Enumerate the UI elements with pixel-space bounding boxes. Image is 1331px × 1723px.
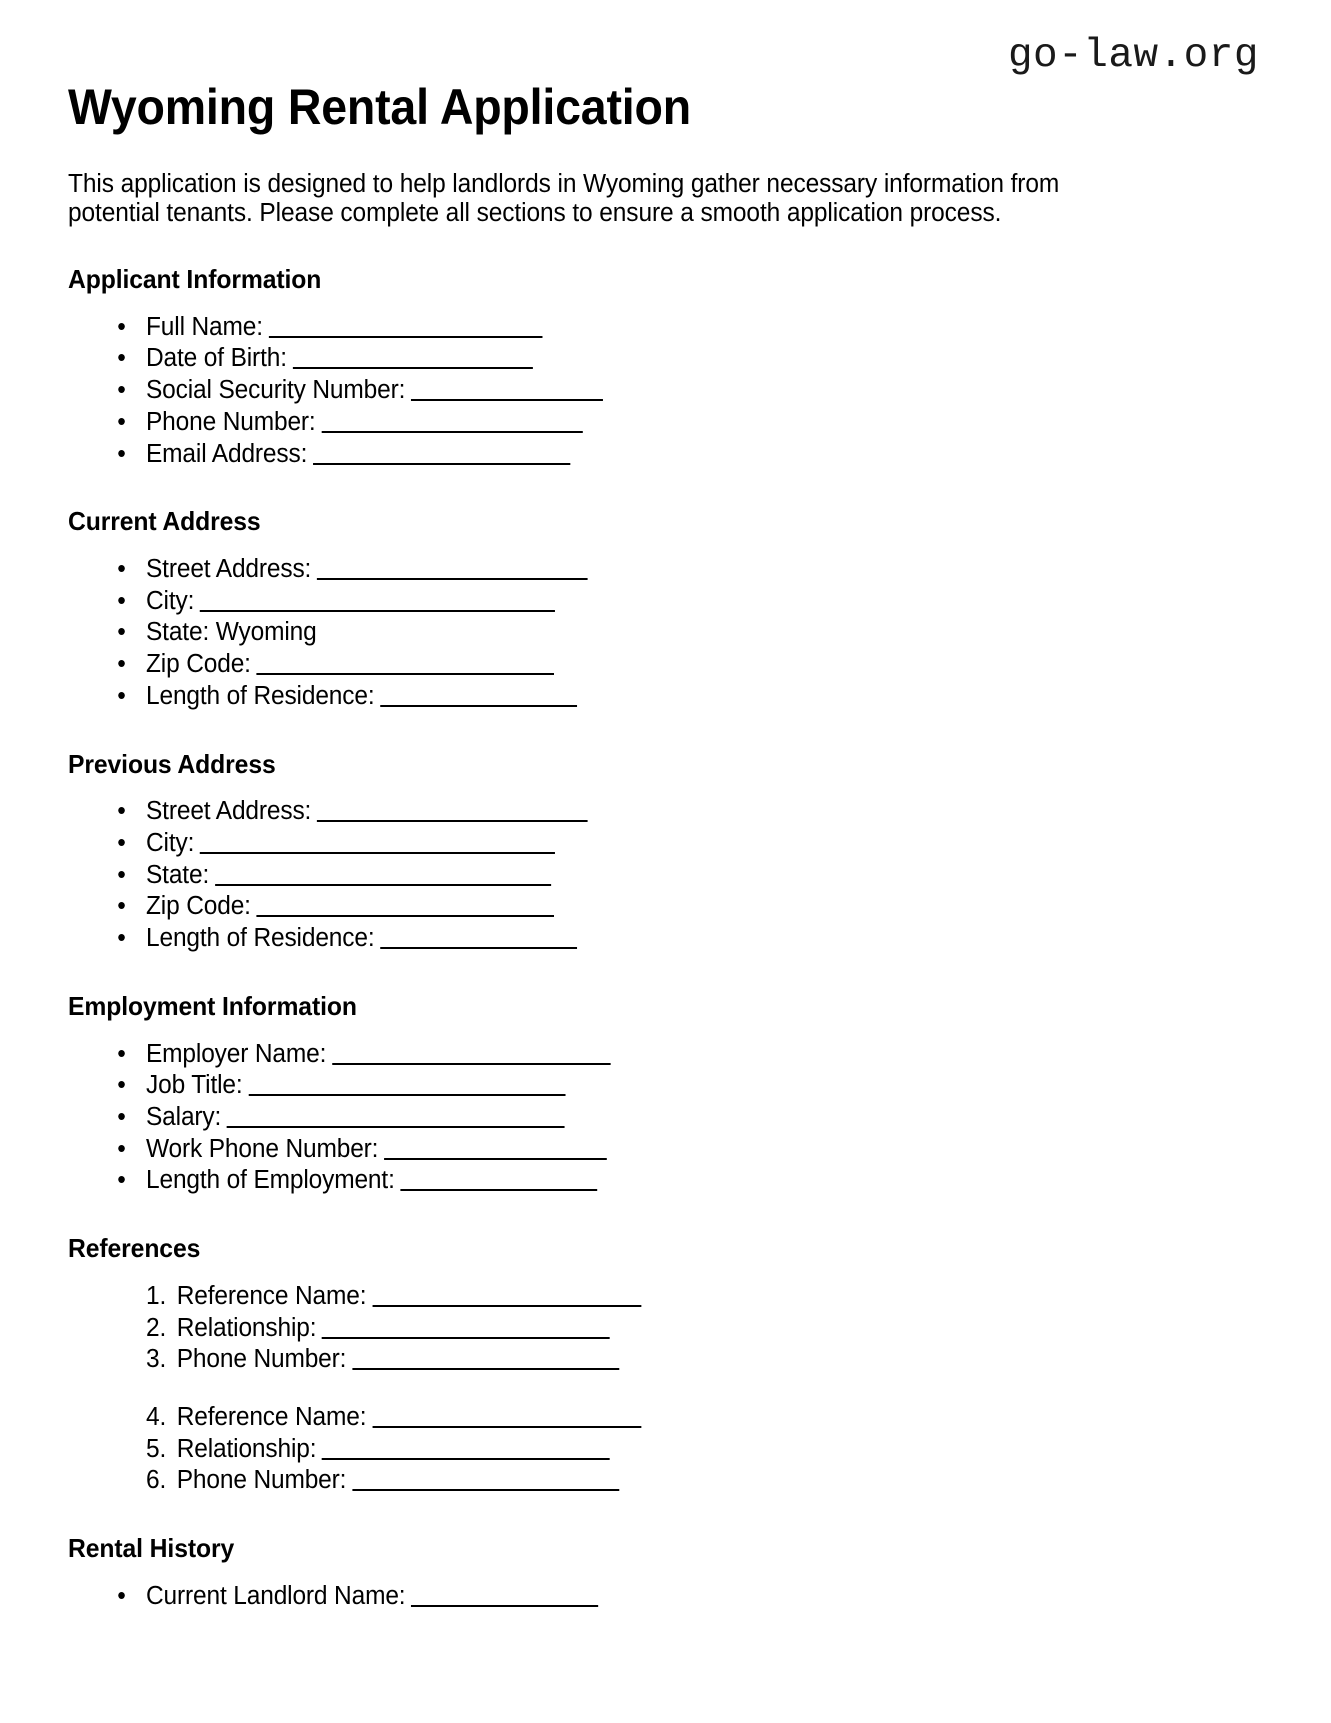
bullet-icon: • [117,407,126,436]
form-field-row [117,1102,1216,1134]
section-heading: References [68,1233,201,1264]
field-blank-line[interactable] [321,411,582,433]
form-field-row [117,649,1216,681]
field-label: Zip Code: [146,650,251,679]
field-blank-line[interactable] [372,1406,641,1428]
bullet-icon: • [117,439,126,468]
bullet-icon: • [117,618,126,647]
field-label: Salary: [146,1102,222,1131]
field-label: Full Name: [146,312,263,341]
field-blank-line[interactable] [269,316,543,338]
section-heading: Applicant Information [68,264,322,295]
section-heading: Rental History [68,1533,235,1564]
field-list [68,1039,1261,1198]
field-blank-line[interactable] [200,590,555,612]
field-label: Zip Code: [146,892,251,921]
bullet-icon: • [117,797,126,826]
field-label: Length of Residence: [146,681,375,710]
field-blank-line[interactable] [384,1138,607,1160]
form-field-row [146,1465,1216,1497]
list-number: 6. [146,1466,167,1495]
site-brand-logo: go-law.org [1007,33,1259,79]
bullet-icon: • [117,828,126,857]
field-label: Street Address: [146,797,312,826]
field-label: Relationship: [176,1313,317,1342]
form-field-row [146,1434,1216,1466]
field-label: Phone Number: [176,1466,347,1495]
field-label: State: Wyoming [146,618,317,647]
field-label: Employer Name: [146,1039,327,1068]
field-list [68,1581,1261,1613]
section-heading: Current Address [68,506,261,537]
field-list [68,312,1261,471]
bullet-icon: • [117,1071,126,1100]
field-label: Length of Employment: [146,1166,395,1195]
field-blank-line[interactable] [248,1074,565,1096]
form-sections [68,265,1261,1612]
field-label: Street Address: [146,554,312,583]
field-blank-line[interactable] [227,1106,565,1128]
bullet-icon: • [117,1102,126,1131]
bullet-icon: • [117,650,126,679]
field-label: Reference Name: [176,1402,367,1431]
field-blank-line[interactable] [317,558,588,580]
field-label: Job Title: [146,1071,243,1100]
bullet-icon: • [117,892,126,921]
list-number: 4. [146,1402,167,1431]
bullet-icon: • [117,1581,126,1610]
field-blank-line[interactable] [313,443,570,465]
form-field-row [117,1070,1216,1102]
bullet-icon: • [117,344,126,373]
form-field-row [117,923,1216,955]
bullet-icon: • [117,681,126,710]
field-blank-line[interactable] [380,685,577,707]
field-blank-line[interactable] [257,653,555,675]
field-label: Email Address: [146,439,308,468]
form-field-row [117,1581,1216,1613]
bullet-icon: • [117,554,126,583]
form-field-row [146,1344,1216,1376]
field-label: Reference Name: [176,1281,367,1310]
bullet-icon: • [117,924,126,953]
form-field-row [146,1281,1216,1313]
form-field-row [117,1134,1216,1166]
form-field-row [117,860,1216,892]
field-blank-line[interactable] [322,1438,610,1460]
bullet-icon: • [117,1134,126,1163]
field-label: Length of Residence: [146,924,375,953]
form-field-row [117,828,1216,860]
field-list [68,796,1261,955]
form-field-row [117,617,1216,649]
field-blank-line[interactable] [411,1585,598,1607]
list-number: 2. [146,1313,167,1342]
form-field-row [117,554,1216,586]
list-number: 3. [146,1345,167,1374]
field-label: Phone Number: [176,1345,347,1374]
field-blank-line[interactable] [293,347,533,369]
bullet-icon: • [117,586,126,615]
field-blank-line[interactable] [322,1317,610,1339]
form-field-row [117,1039,1216,1071]
field-list [68,1281,1261,1497]
field-label: Relationship: [176,1434,317,1463]
field-label: Work Phone Number: [146,1134,379,1163]
bullet-icon: • [117,1166,126,1195]
field-blank-line[interactable] [372,1285,641,1307]
form-field-row [117,343,1216,375]
field-blank-line[interactable] [352,1469,619,1491]
field-blank-line[interactable] [411,379,603,401]
field-label: Phone Number: [146,407,316,436]
field-label: City: [146,586,195,615]
field-blank-line[interactable] [352,1348,619,1370]
field-blank-line[interactable] [332,1043,610,1065]
section-heading: Employment Information [68,990,357,1021]
form-field-row [117,375,1216,407]
field-blank-line[interactable] [380,927,577,949]
field-blank-line[interactable] [215,864,551,886]
form-field-row [117,407,1216,439]
form-field-row [117,439,1216,471]
bullet-icon: • [117,860,126,889]
intro-paragraph: This application is designed to help landlords in Wyoming gather necessary information from potential tenants. Please complete all sections to ensure a smooth application process. [68,170,1060,228]
field-blank-line[interactable] [317,800,588,822]
page-title: Wyoming Rental Application [68,79,691,135]
field-blank-line[interactable] [257,895,555,917]
list-number: 1. [146,1281,167,1310]
bullet-icon: • [117,1039,126,1068]
field-label: Social Security Number: [146,376,406,405]
form-field-row [117,1165,1216,1197]
bullet-icon: • [117,312,126,341]
form-field-row [117,796,1216,828]
bullet-icon: • [117,376,126,405]
form-field-row [146,1402,1216,1434]
section-heading: Previous Address [68,748,276,779]
form-field-row [117,586,1216,618]
field-label: Current Landlord Name: [146,1581,406,1610]
field-label: Date of Birth: [146,344,287,373]
form-field-row [146,1313,1216,1345]
form-field-row [117,312,1216,344]
field-label: State: [146,860,210,889]
form-field-row [117,681,1216,713]
field-list [68,554,1261,713]
field-blank-line[interactable] [400,1169,597,1191]
field-blank-line[interactable] [200,832,555,854]
field-label: City: [146,828,195,857]
form-field-row [117,891,1216,923]
list-number: 5. [146,1434,167,1463]
